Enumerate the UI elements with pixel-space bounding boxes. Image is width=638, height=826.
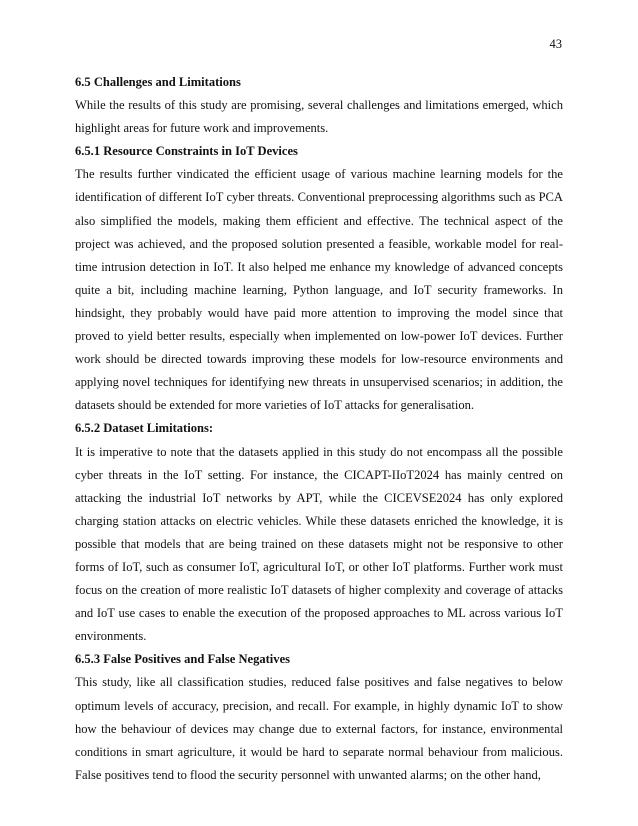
section-heading-6-5: 6.5 Challenges and Limitations [75, 75, 241, 89]
section-paragraph-6-5: While the results of this study are promising, several challenges and limitations emerged, which highlight areas for future work and improvements. [75, 98, 563, 136]
page-number: 43 [549, 37, 562, 51]
document-body [75, 71, 563, 787]
section-heading-6-5-3: 6.5.3 False Positives and False Negatives [75, 652, 291, 667]
section-paragraph-6-5-2: It is imperative to note that the datasets applied in this study do not encompass all the possible cyber threats in the IoT setting. For instance, the CICAPT-IIoT2024 has mainly centred on attacking the industrial IoT networks by APT, while the CICEVSE2024 has only explored charging station attacks on electric vehicles. While these datasets enriched the knowledge, it is possible that models that are being trained on these datasets might not be responsive to other forms of IoT, such as consumer IoT, agricultural IoT, or other IoT platforms. Further work must focus on the creation of more realistic IoT datasets of higher complexity and coverage of attacks and IoT use cases to enable the execution of the proposed approaches to ML across various IoT environments. [75, 444, 563, 644]
section-heading-6-5-2: 6.5.2 Dataset Limitations: [75, 421, 214, 436]
section-heading-6-5-1: 6.5.1 Resource Constraints in IoT Devices [75, 144, 298, 159]
section-paragraph-6-5-3: This study, like all classification studies, reduced false positives and false negatives to below optimum levels of accuracy, precision, and recall. For example, in highly dynamic IoT to show how the behaviour of devices may change due to external factors, for instance, environmental conditions in smart agriculture, it would be hard to separate normal behaviour from malicious. False positives tend to flood the security personnel with unwanted alarms; on the other hand, [75, 675, 563, 782]
section-paragraph-6-5-1: The results further vindicated the efficient usage of various machine learning models for the identification of different IoT cyber threats. Conventional preprocessing algorithms such as PCA also simplified the models, making them efficient and effective. The technical aspect of the project was achieved, and the proposed solution presented a feasible, workable model for real-time intrusion detection in IoT. It also helped me enhance my knowledge of advanced concepts quite a bit, including machine learning, Python language, and IoT security frameworks. In hindsight, they probably would have paid more attention to improving the model since that proved to yield better results, especially when implemented on low-power IoT devices. Further work should be directed towards improving these models for low-resource environments and applying novel techniques for identifying new threats in unsupervised scenarios; in addition, the datasets should be extended for more varieties of IoT attacks for generalisation. [75, 167, 563, 413]
